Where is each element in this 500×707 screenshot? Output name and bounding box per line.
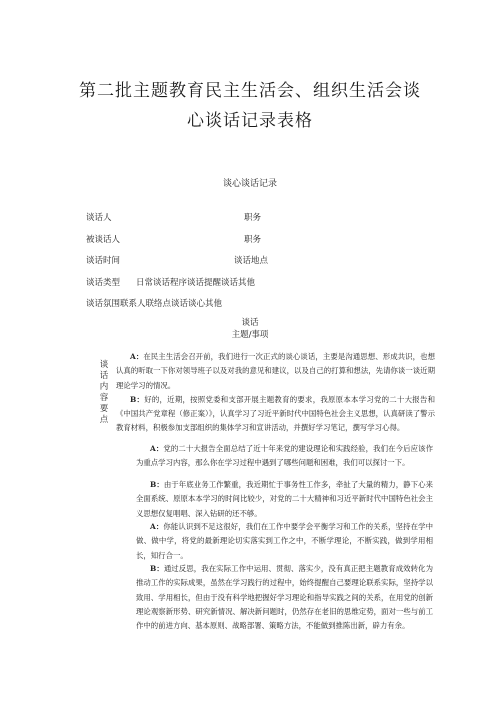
talkee-label: 被谈话人 [86,235,121,245]
dialogue-paragraph [136,520,433,563]
talk-place-label: 谈话地点 [234,256,269,266]
speaker-b: B： [150,564,164,573]
document-title-line2: 心谈话记录表格 [187,111,313,131]
dialogue-paragraph [136,478,433,521]
talk-type-label: 谈话类型 [86,278,121,288]
speaker-b: B： [150,480,164,489]
speaker-a: A： [150,444,164,453]
paragraph-text: 由于年底业务工作繁重，我近期忙于事务性工作多，牵扯了大量的精力，静下心来全面系统、原原本本学习的时间比较少，对党的二十大精神和习近平新时代中国特色社会主义思想仅复唱唱、深入钻研的还不够。 [136,480,433,518]
dialogue-block-5 [136,562,433,633]
speaker-b: B： [130,394,145,404]
document-title-line1: 第二批主题教育民主生活会、组织生活会谈 [79,81,421,101]
dialogue-paragraph [116,350,435,393]
dialogue-paragraph [136,442,433,471]
talker-label: 谈话人 [86,213,112,223]
talk-time-label: 谈话时间 [86,256,121,266]
paragraph-text: 你能认识到不足这很好，我们在工作中要学会平衡学习和工作的关系，坚持在学中做、做中学，将党的最新理论切实落实到工作之中，不断学理论，不断实践，做到学用相长，知行合一。 [136,522,434,560]
dialogue-paragraph [136,562,433,633]
paragraph-text: 党的二十大报告全面总结了近十年来党的建设理论和实践经验，我们在今后应该作为重点学习内容，那么你在学习过程中遇到了哪些问题和困难，我们可以探讨一下。 [136,444,434,468]
speaker-a: A： [150,522,164,531]
paragraph-text: 在民主生活会召开前，我们进行一次正式的谈心谈话，主要是沟通思想、形成共识，也想认真的听取一下你对领导班子以及对我的意见和建议，以及自己的打算和想法，先请你谈一谈近期理论学习的情况。 [116,352,435,390]
paragraph-text: 好的，近期，按照党委和支部开展主题教育的要求，我原原本本学习党的二十大报告和《中国共产党章程（修正案）》，认真学习了习近平新时代中国特色社会主义思想，认真研读了警示教育材料，积极参加支部组织的集体学习和宣讲活动，并撰好学习笔记，撰写学习心得。 [116,394,435,433]
record-subtitle: 谈心谈话记录 [222,179,277,189]
dialogue-block-1 [116,350,435,436]
talkee-position-label: 职务 [244,235,262,245]
dialogue-block-3 [136,478,433,521]
dialogue-paragraph [116,393,435,436]
talk-type-options: 日常谈话程序谈话提醒谈话其他 [136,278,256,288]
section-talk-heading: 谈话 [241,318,259,328]
dialogue-block-4 [136,520,433,563]
section-topic-heading: 主题/事项 [231,330,269,340]
paragraph-text: 通过反思，我在实际工作中运用、贯彻、落实少，没有真正把主题教育成效转化为推动工作的实际成果，虽然在学习践行的过程中，始终提醒自己要理论联系实际，坚持学以致用、学用相长，但由于没有科学地把握好学习理论和指导实践之间的关系，在用党的创新理论观察新形势、研究新情况、解决新问题时，仍然存在老旧的思维定势，面对一些与前工作中的前进方向、基本原则、战略部署、策略方法，不能做到推陈出新，辟力有余。 [136,564,433,631]
speaker-a: A： [130,352,144,361]
dialogue-block-2 [136,442,433,471]
content-points-side-label: 谈话内容要点 [99,360,109,425]
talker-position-label: 职务 [244,213,262,223]
talk-atmosphere-label: 谈话氛围联系人联络点谈话谈心其他 [86,299,223,309]
